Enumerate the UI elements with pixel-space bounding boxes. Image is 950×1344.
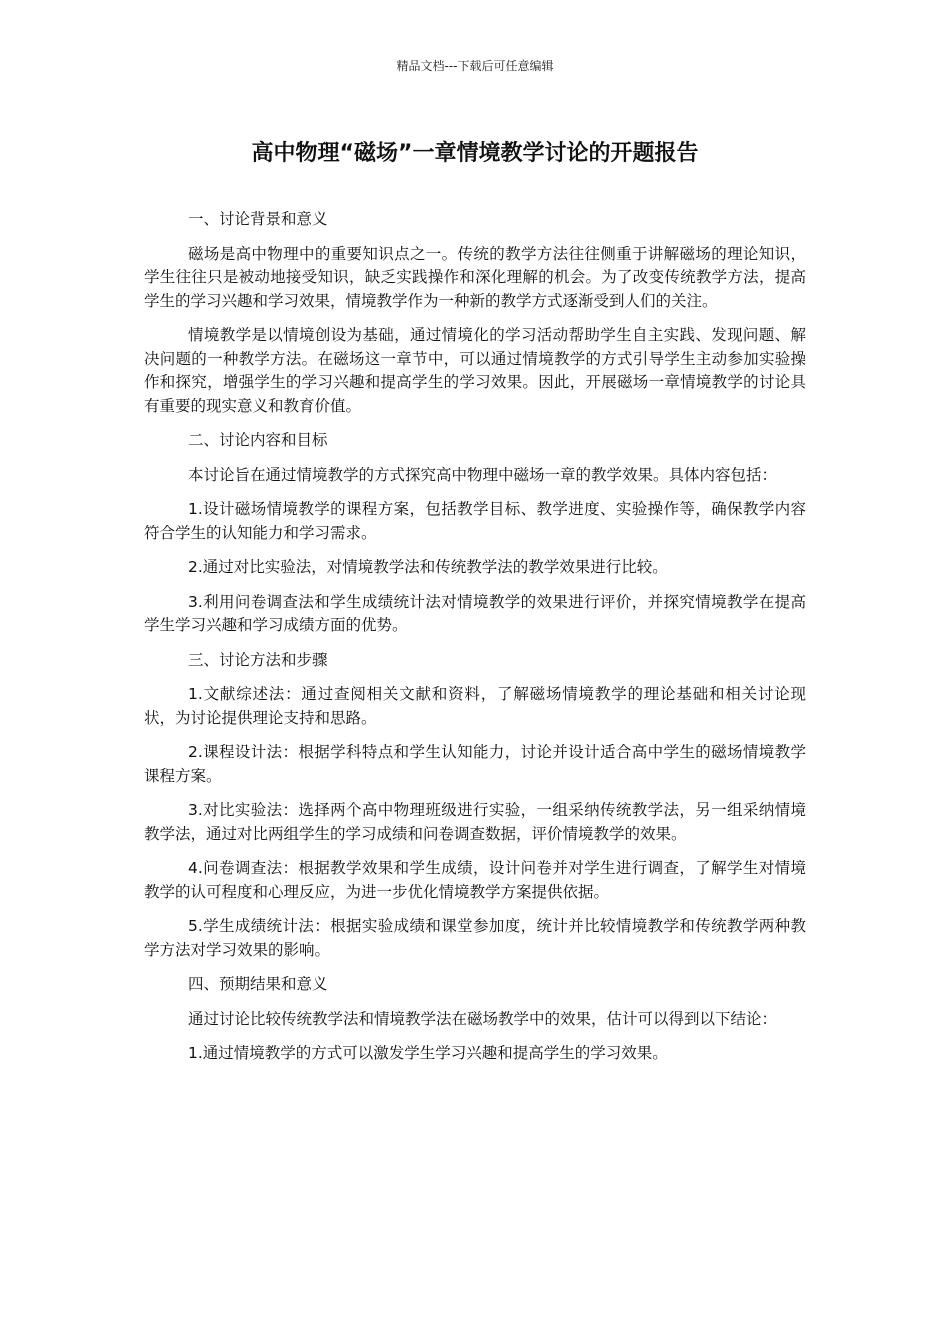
section-heading-content-goals: 二、讨论内容和目标 (188, 431, 328, 449)
paragraph-results-intro: 通过讨论比较传统教学法和情境教学法在磁场教学中的效果，估计可以得到以下结论： (188, 1009, 778, 1028)
paragraph-background-2: 情境教学是以情境创设为基础，通过情境化的学习活动帮助学生自主实践、发现问题、解决问题的一种教学方法。在磁场这一章节中，可以通过情境教学的方式引导学生主动参加实验操作和探究，增强学生的学习兴趣和提高学生的学习效果。因此，开展磁场一章情境教学的讨论具有重要的现实意义和教育价值。 (144, 326, 806, 415)
list-item-method-5: 5.学生成绩统计法：根据实验成绩和课堂参加度，统计并比较情境教学和传统教学两种教学方法对学习效果的影响。 (144, 917, 806, 959)
section-heading-expected-results: 四、预期结果和意义 (188, 975, 328, 993)
list-item-content-2: 2.通过对比实验法，对情境教学法和传统教学法的教学效果进行比较。 (188, 558, 668, 576)
list-item-method-1: 1.文献综述法：通过查阅相关文献和资料，了解磁场情境教学的理论基础和相关讨论现状，为讨论提供理论支持和思路。 (144, 685, 806, 727)
list-item-method-4: 4.问卷调查法：根据教学效果和学生成绩，设计问卷并对学生进行调查，了解学生对情境教学的认可程度和心理反应，为进一步优化情境教学方案提供依据。 (144, 859, 806, 901)
document-body (144, 208, 806, 1077)
section-heading-methods: 三、讨论方法和步骤 (188, 650, 328, 669)
list-item-content-1: 1.设计磁场情境教学的课程方案，包括教学目标、教学进度、实验操作等，确保教学内容符合学生的认知能力和学习需求。 (144, 500, 806, 542)
section-heading-background: 一、讨论背景和意义 (188, 210, 328, 228)
list-item-method-3: 3.对比实验法：选择两个高中物理班级进行实验，一组采纳传统教学法，另一组采纳情境教学法，通过对比两组学生的学习成绩和问卷调查数据，评价情境教学的效果。 (144, 801, 806, 843)
paragraph-content-intro: 本讨论旨在通过情境教学的方式探究高中物理中磁场一章的教学效果。具体内容包括： (188, 465, 778, 484)
paragraph-background-1: 磁场是高中物理中的重要知识点之一。传统的教学方法往往侧重于讲解磁场的理论知识，学生往往只是被动地接受知识，缺乏实践操作和深化理解的机会。为了改变传统教学方法，提高学生的学习兴趣和学习效果，情境教学作为一种新的教学方式逐渐受到人们的关注。 (144, 244, 806, 310)
list-item-result-1: 1.通过情境教学的方式可以激发学生学习兴趣和提高学生的学习效果。 (188, 1044, 668, 1062)
list-item-method-2: 2.课程设计法：根据学科特点和学生认知能力，讨论并设计适合高中学生的磁场情境教学课程方案。 (144, 743, 806, 785)
list-item-content-3: 3.利用问卷调查法和学生成绩统计法对情境教学的效果进行评价，并探究情境教学在提高学生学习兴趣和学习成绩方面的优势。 (144, 592, 806, 634)
document-title: 高中物理“磁场”一章情境教学讨论的开题报告 (251, 141, 699, 166)
page-header-watermark: 精品文档---下载后可任意编辑 (396, 59, 554, 73)
